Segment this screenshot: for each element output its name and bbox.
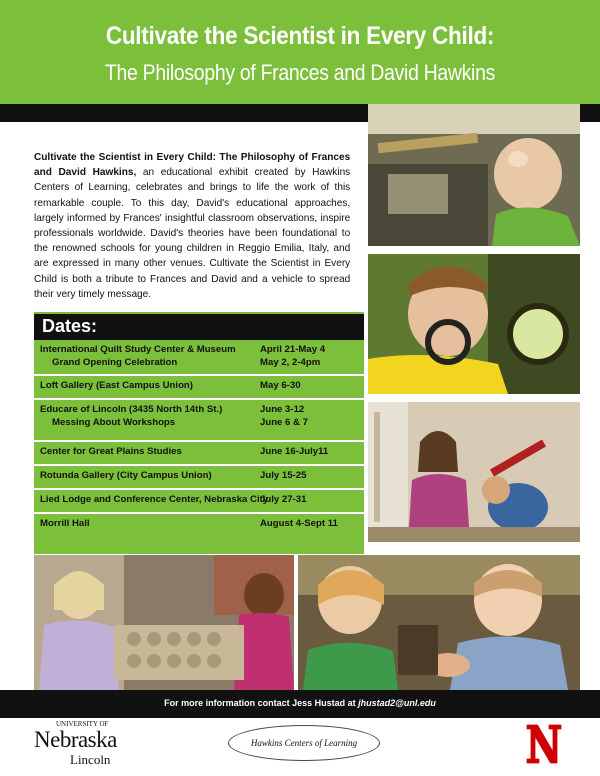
intro-body: an educational exhibit created by Hawkins Centers of Learning, celebrates and brings to life the work of this remarkable couple. To this day, David's educational approaches, largely informed by Frances' insightful classroom observations, inspire professionals worldwide. David's theories have been foundational to the renowned schools for young children in Reggio Emilia, Italy, and are expressed in many other venues. Cultivate the Scientist in Every Child is both a tribute to Frances and David and a vehicle to spread their very timely message. bbox=[34, 167, 351, 300]
contact-email[interactable]: jhustad2@unl.edu bbox=[358, 698, 436, 708]
date-row-when: May 6-30 bbox=[260, 380, 301, 391]
date-row-when: June 16-July11 bbox=[260, 446, 329, 457]
date-row-when: July 27-31 bbox=[260, 494, 307, 505]
date-row bbox=[34, 442, 364, 466]
contact-text: For more information contact Jess Hustad at jhustad2@unl.edu bbox=[164, 698, 436, 708]
photo-child-looking-up bbox=[368, 104, 580, 246]
date-row-place: Center for Great Plains Studies bbox=[40, 446, 182, 457]
unl-logo-campus: Lincoln bbox=[70, 752, 111, 767]
date-row-place: Morrill Hall bbox=[40, 518, 90, 529]
date-row bbox=[34, 400, 364, 442]
intro-bold-lead: Cultivate the Scientist in Every Child: The Philosophy of Frances and David Hawkins, bbox=[34, 152, 351, 179]
date-row bbox=[34, 490, 364, 514]
date-row-place: Educare of Lincoln (3435 North 14th St.) Messing About Workshops bbox=[40, 404, 223, 428]
date-row-when: July 15-25 bbox=[260, 470, 307, 481]
date-row-when: August 4-Sept 11 bbox=[260, 518, 338, 529]
photo-boy-magnifying-glass bbox=[368, 254, 580, 394]
hawkins-centers-logo: Hawkins Centers of Learning bbox=[228, 725, 380, 761]
photo-children-outdoors bbox=[298, 555, 580, 690]
date-row-place: Loft Gallery (East Campus Union) bbox=[40, 380, 193, 391]
flyer-subtitle: The Philosophy of Frances and David Hawkins bbox=[104, 60, 496, 85]
date-row-place: International Quilt Study Center & Museum Grand Opening Celebration bbox=[40, 344, 236, 368]
date-row bbox=[34, 514, 364, 536]
date-row-when: April 21-May 4 May 2, 2-4pm bbox=[260, 344, 326, 368]
intro-paragraph bbox=[34, 150, 350, 302]
header-banner bbox=[0, 0, 600, 104]
flyer-title: Cultivate the Scientist in Every Child: bbox=[105, 22, 495, 50]
date-row bbox=[34, 340, 364, 376]
date-row-place: Lied Lodge and Conference Center, Nebraska City bbox=[40, 494, 269, 505]
unl-logo-small-text: UNIVERSITY OF bbox=[56, 720, 109, 728]
date-row bbox=[34, 376, 364, 400]
unl-logo-wordmark: Nebraska bbox=[34, 727, 117, 752]
date-row bbox=[34, 466, 364, 490]
date-row-when: June 3-12 June 6 & 7 bbox=[260, 404, 308, 428]
contact-band bbox=[0, 690, 600, 718]
nebraska-n-logo bbox=[522, 720, 566, 768]
date-row-place: Rotunda Gallery (City Campus Union) bbox=[40, 470, 212, 481]
photo-children-egg-cartons bbox=[34, 555, 294, 690]
photo-woman-and-telescope bbox=[368, 402, 580, 542]
dates-heading-label: Dates: bbox=[42, 316, 98, 336]
dates-heading bbox=[34, 314, 364, 340]
